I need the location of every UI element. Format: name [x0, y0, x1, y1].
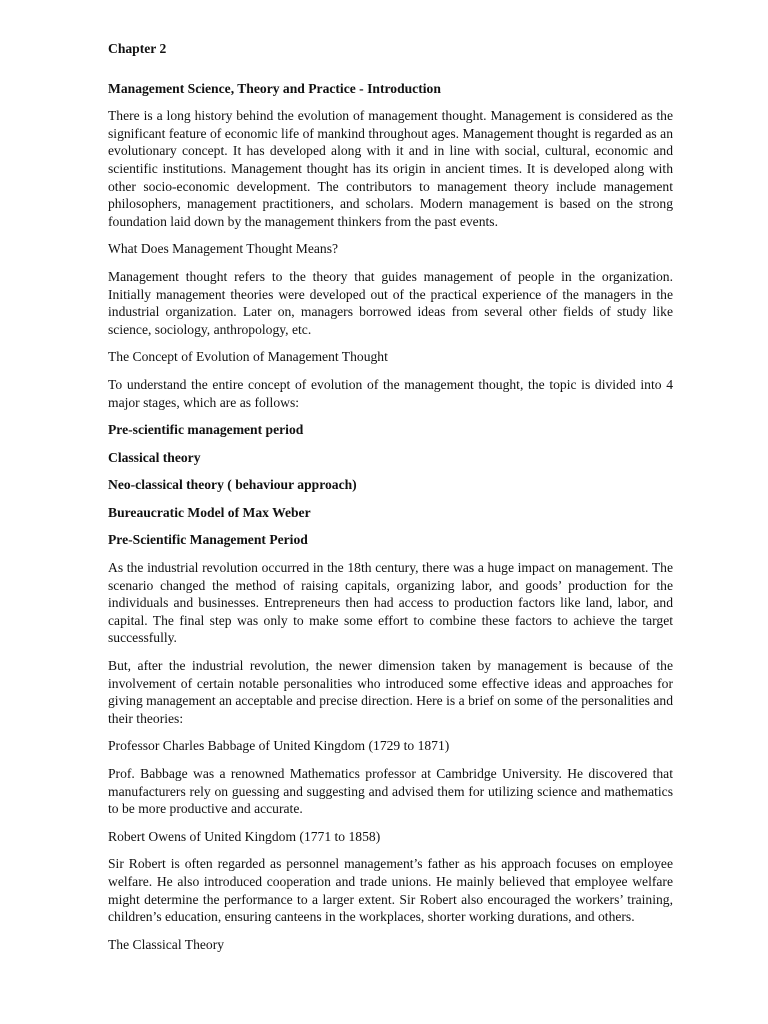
pre-scientific-paragraph-1: As the industrial revolution occurred in the 18th century, there was a huge impact on management. The scenario changed the method of raising capitals, organizing labor, and goods’ production for the individuals and businesses. Entrepreneurs then had access to production factors like land, labor, and capital. The final step was only to make some effort to combine these factors to achieve the target successfully. [108, 560, 673, 646]
section-heading-what: What Does Management Thought Means? [108, 241, 339, 257]
stage-item: Neo-classical theory ( behaviour approach) [108, 477, 357, 493]
section-text-what: Management thought refers to the theory that guides management of people in the organization. Initially management theories were developed out of the practical experience of the managers in the industrial organization. Later on, managers borrowed ideas from several other fields of study like science, sociology, anthropology, etc. [108, 268, 673, 337]
section-text-concept: To understand the entire concept of evolution of the management thought, the topic is divided into 4 major stages, which are as follows: [108, 376, 673, 410]
intro-paragraph: There is a long history behind the evolution of management thought. Management is considered as the significant feature of economic life of mankind throughout ages. Management thought is regarded as an evolutionary concept. It has developed along with it and in line with social, cultural, economic and scientific institutions. Management thought has its origin in ancient times. It is developed along with other socio-economic development. The contributors to management theory include management philosophers, management practitioners, and scholars. Modern management is based on the strong foundation laid down by the management thinkers from the past events. [108, 108, 673, 229]
section-text-babbage: Prof. Babbage was a renowned Mathematics professor at Cambridge University. He discovered that manufacturers rely on guessing and suggesting and advised them for utilizing science and mathematics to be more productive and accurate. [108, 766, 673, 817]
pre-scientific-paragraph-2: But, after the industrial revolution, the newer dimension taken by management is because of the involvement of certain notable personalities who introduced some effective ideas and approaches for giving management an acceptable and precise direction. Here is a brief on some of the personalities and their theories: [108, 658, 673, 726]
section-text-owens: Sir Robert is often regarded as personnel management’s father as his approach focuses on employee welfare. He also introduced cooperation and trade unions. He mainly believed that employee welfare might determine the performance to a larger extent. Sir Robert also encouraged the workers’ training, children’s education, ensuring canteens in the workplaces, shorter working durations, and others. [108, 856, 673, 925]
stage-item: Pre-Scientific Management Period [108, 532, 308, 548]
section-heading-concept: The Concept of Evolution of Management Thought [108, 349, 388, 365]
stage-item: Classical theory [108, 449, 201, 465]
stage-item: Pre-scientific management period [108, 422, 304, 438]
document-page [108, 28, 673, 953]
stage-item: Bureaucratic Model of Max Weber [108, 504, 311, 520]
chapter-label: Chapter 2 [108, 41, 167, 56]
section-heading-babbage: Professor Charles Babbage of United Kingdom (1729 to 1871) [108, 738, 450, 754]
section-heading-owens: Robert Owens of United Kingdom (1771 to 1858) [108, 828, 381, 844]
section-heading-classical: The Classical Theory [108, 936, 225, 952]
document-title: Management Science, Theory and Practice - Introduction [108, 80, 441, 96]
